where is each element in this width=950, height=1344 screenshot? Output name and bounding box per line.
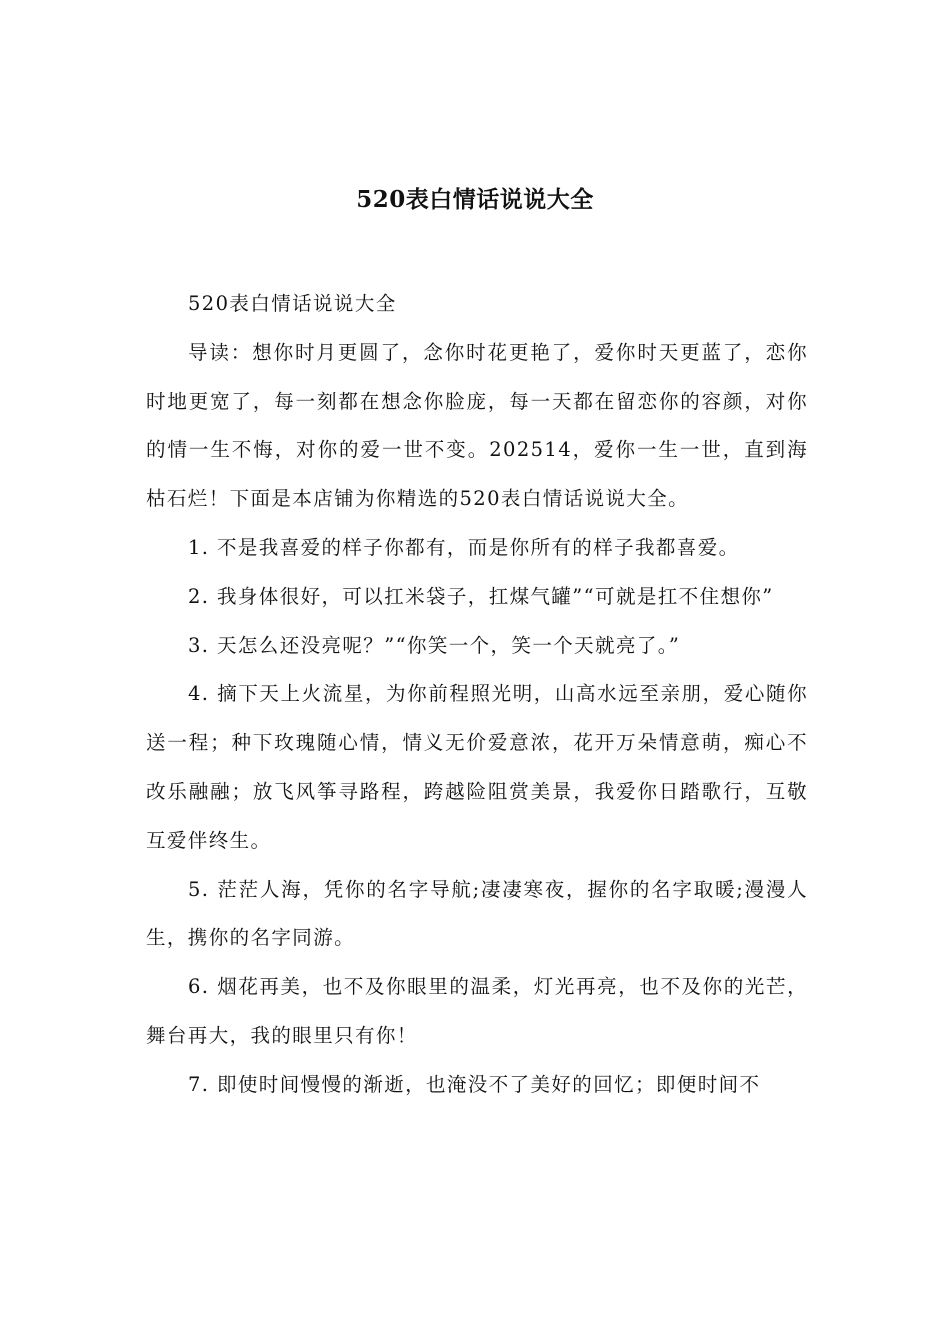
document-body: [146, 280, 808, 1110]
list-item-6: 6. 烟花再美，也不及你眼里的温柔，灯光再亮，也不及你的光芒，舞台再大，我的眼里只有你！: [146, 975, 808, 1047]
list-item-1: 1. 不是我喜爱的样子你都有，而是你所有的样子我都喜爱。: [188, 535, 740, 559]
list-item-7: 7. 即使时间慢慢的渐逝，也淹没不了美好的回忆；即便时间不: [188, 1072, 761, 1096]
intro-paragraph: 导读：想你时月更圆了，念你时花更艳了，爱你时天更蓝了，恋你时地更宽了，每一刻都在想念你脸庞，每一天都在留恋你的容颜，对你的情一生不悔，对你的爱一世不变。202514，爱你一生一世，直到海枯石烂！下面是本店铺为你精选的520表白情话说说大全。: [146, 340, 808, 511]
list-item-4: 4. 摘下天上火流星，为你前程照光明，山高水远至亲朋，爱心随你送一程；种下玫瑰随心情，情义无价爱意浓，花开万朵情意萌，痴心不改乐融融；放飞风筝寻路程，跨越险阻赏美景，我爱你日踏歌行，互敬互爱伴终生。: [146, 682, 808, 852]
list-item-5: 5. 茫茫人海，凭你的名字导航;凄凄寒夜，握你的名字取暖;漫漫人生，携你的名字同游。: [146, 877, 808, 950]
document-title: 520表白情话说说大全: [356, 186, 594, 213]
list-item-3: 3. 天怎么还没亮呢？”“你笑一个，笑一个天就亮了。”: [188, 633, 681, 657]
list-item-2: 2. 我身体很好，可以扛米袋子，扛煤气罐”“可就是扛不住想你”: [188, 584, 774, 608]
document-subtitle: 520表白情话说说大全: [188, 292, 397, 315]
